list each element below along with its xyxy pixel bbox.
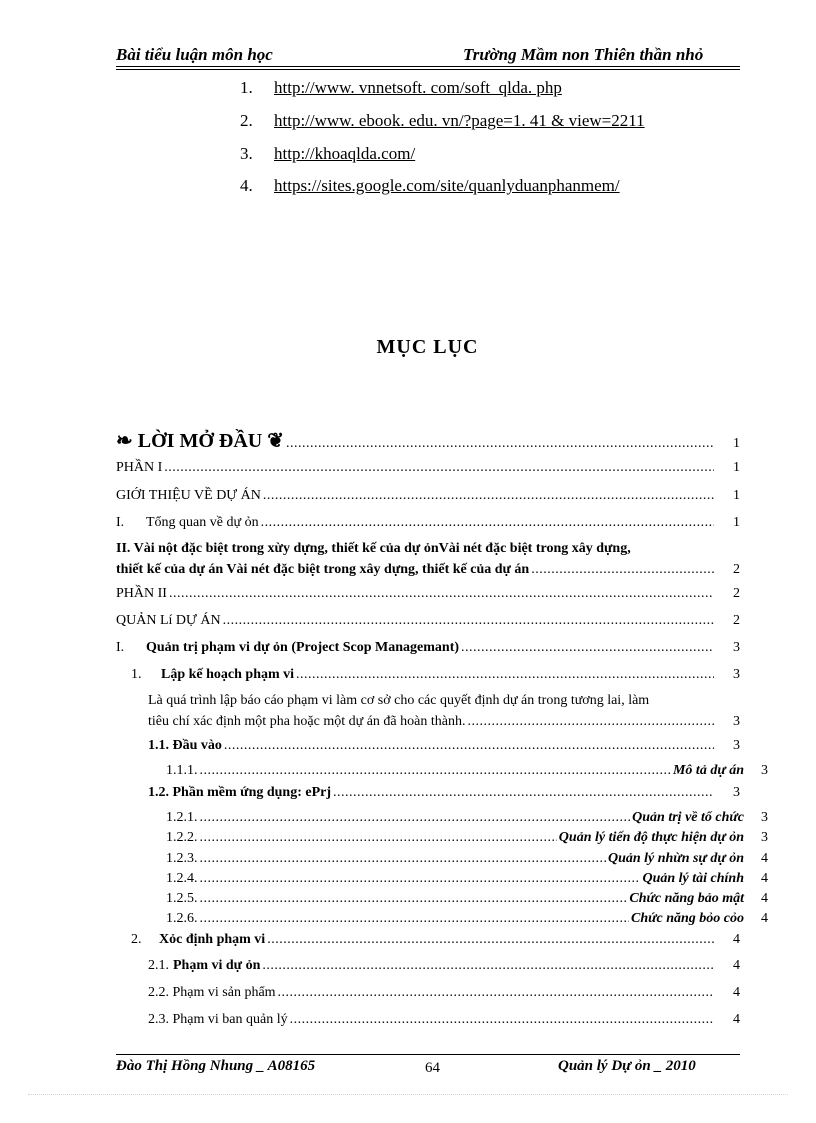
reference-link[interactable]: http://www. vnnetsoft. com/soft_qlda. php (274, 78, 562, 97)
toc-page: 4 (733, 932, 740, 947)
toc-page: 3 (733, 785, 740, 800)
reference-item (240, 111, 645, 131)
toc-entry-text: Quản lý nhừn sự dự ỏn (607, 851, 744, 866)
toc-entry-text: Chức năng bảo mật (629, 891, 744, 906)
toc-entry-text: QUẢN Lí DỰ ÁN (116, 613, 221, 628)
toc-dots (200, 891, 628, 907)
header-right: Trường Mầm non Thiên thần nhỏ (463, 45, 704, 64)
toc-num: I. (116, 515, 125, 530)
toc-entry-text (131, 932, 265, 948)
toc-num: 1.2.6. (166, 911, 198, 926)
toc-page: 3 (761, 763, 768, 778)
toc-entry-sub[interactable] (166, 830, 768, 846)
toc-entry-text (116, 515, 259, 531)
flourish-right-icon: ❦ (267, 430, 284, 452)
toc-entry-sub[interactable] (166, 891, 768, 907)
toc-intro-label: LỜI MỞ ĐẦU (137, 430, 263, 452)
footer-page-number: 64 (425, 1060, 440, 1076)
toc-dots (200, 871, 641, 887)
toc-page: 1 (733, 488, 740, 503)
toc-entry-mota[interactable] (166, 763, 768, 779)
toc-entry-line: II. Vài nột đặc biệt trong xừy dựng, thiết kế của dự ỏnVài nét đặc biệt trong xây dựng, (116, 541, 631, 556)
toc-num: 1.2.3. (166, 851, 198, 866)
reference-link[interactable]: https://sites.google.com/site/quanlyduanphanmem/ (274, 176, 620, 195)
toc-num: 1.2.4. (166, 871, 198, 886)
toc-entry-tongquan[interactable] (116, 515, 740, 531)
header-rule (116, 66, 740, 67)
toc-label: Lập kế hoạch phạm vi (161, 667, 295, 682)
toc-dots (467, 711, 714, 732)
toc-entry-text (148, 958, 260, 974)
toc-dots (263, 488, 714, 504)
reference-number: 3. (240, 144, 253, 163)
toc-entry-text: 2.3. Phạm vi ban quản lý (148, 1012, 288, 1027)
toc-page: 4 (761, 851, 768, 866)
toc-dots (278, 985, 714, 1001)
toc-entry-sub[interactable] (166, 851, 768, 867)
toc-dots (333, 785, 714, 801)
toc-entry-text: 1.2. Phần mềm ứng dụng: ePrj (148, 785, 332, 800)
reference-item (240, 144, 415, 164)
toc-title: MỤC LỤC (376, 336, 479, 358)
toc-dots (224, 738, 714, 754)
toc-entry-phanmem[interactable] (148, 785, 740, 801)
toc-num: 2.1. (148, 958, 169, 973)
toc-dots (531, 559, 714, 580)
toc-page: 4 (733, 985, 740, 1000)
toc-entry-text: Mô tả dự án (672, 763, 744, 778)
toc-page: 4 (733, 958, 740, 973)
toc-entry-text: Quản trị về tổ chức (632, 810, 744, 825)
toc-entry-text: PHẦN II (116, 586, 167, 601)
toc-page: 4 (761, 911, 768, 926)
toc-dots (200, 911, 629, 927)
toc-entry-text: PHẦN I (116, 460, 163, 475)
reference-item (240, 78, 562, 98)
toc-entry-part2[interactable] (116, 586, 740, 602)
reference-number: 1. (240, 78, 253, 97)
toc-entry-intro[interactable] (116, 428, 740, 453)
toc-page: 2 (733, 562, 740, 577)
toc-entry-text (116, 428, 284, 453)
toc-entry-text: 1.1. Đầu vào (148, 738, 222, 753)
toc-entry-text: GIỚI THIỆU VỀ DỰ ÁN (116, 488, 261, 503)
toc-page: 3 (733, 640, 740, 655)
reference-number: 2. (240, 111, 253, 130)
reference-link[interactable]: http://www. ebook. edu. vn/?page=1. 41 & view=2211 (274, 111, 645, 130)
toc-entry-sub[interactable] (166, 871, 768, 887)
toc-entry-laqua[interactable] (148, 690, 740, 732)
toc-dots (200, 851, 606, 867)
toc-num: 2. (131, 932, 142, 947)
reference-number: 4. (240, 176, 253, 195)
toc-page: 2 (733, 586, 740, 601)
footer-rule (116, 1054, 740, 1055)
toc-entry-text (116, 640, 459, 656)
toc-entry-pv1[interactable] (148, 958, 740, 974)
toc-dots (262, 958, 714, 974)
toc-entry-sub[interactable] (166, 810, 768, 826)
toc-page: 1 (733, 515, 740, 530)
toc-dots (267, 932, 714, 948)
reference-link[interactable]: http://khoaqlda.com/ (274, 144, 416, 163)
toc-entry-text: thiết kế của dự án Vài nét đặc biệt trong xây dựng, thiết kế của dự án (116, 562, 530, 577)
toc-dots (164, 460, 714, 476)
toc-label: Tổng quan về dự ỏn (146, 515, 259, 530)
header-left: Bài tiểu luận môn học (116, 45, 273, 64)
toc-dots (223, 613, 714, 629)
toc-num: 1.2.1. (166, 810, 198, 825)
toc-entry-text: tiêu chí xác định một pha hoặc một dự án đã hoàn thành. (148, 714, 466, 729)
toc-entry-text: Chức năng bỏo cỏo (630, 911, 744, 926)
toc-dots (200, 810, 631, 826)
toc-label: Xỏc định phạm vi (159, 932, 266, 947)
toc-page: 3 (733, 738, 740, 753)
toc-entry-line: Là quá trình lập báo cáo phạm vi làm cơ sở cho các quyết định dự án trong tương lai, làm (148, 693, 650, 708)
toc-entry-pv2[interactable] (148, 985, 740, 1001)
toc-dots (286, 436, 714, 452)
toc-dots (461, 640, 714, 656)
toc-page: 1 (733, 460, 740, 475)
toc-entry-gioithieu[interactable] (116, 488, 740, 504)
page-bottom-border (28, 1094, 788, 1095)
toc-num: 1.2.5. (166, 891, 198, 906)
toc-dots (290, 1012, 714, 1028)
toc-page: 3 (733, 714, 740, 729)
footer-right: Quản lý Dự ỏn _ 2010 (558, 1058, 696, 1074)
toc-entry-quanli[interactable] (116, 613, 740, 629)
toc-entry-text: Quản lý tài chính (642, 871, 744, 886)
toc-entry-part1[interactable] (116, 460, 740, 476)
toc-page: 4 (761, 871, 768, 886)
toc-num: 1.2.2. (166, 830, 198, 845)
toc-num: 1.1.1. (166, 763, 198, 778)
toc-label: Phạm vi dự ỏn (173, 958, 261, 973)
toc-entry-sub[interactable] (166, 911, 768, 927)
toc-entry-quantri[interactable] (116, 640, 740, 656)
toc-entry-vainet[interactable] (116, 538, 740, 580)
toc-page: 3 (733, 667, 740, 682)
toc-page: 4 (733, 1012, 740, 1027)
toc-page: 2 (733, 613, 740, 628)
toc-page: 4 (761, 891, 768, 906)
toc-entry-pv3[interactable] (148, 1012, 740, 1028)
toc-entry-xacdinh[interactable] (131, 932, 740, 948)
toc-entry-line (116, 559, 740, 580)
toc-entry-line (148, 711, 740, 732)
toc-num: 1. (131, 667, 142, 682)
header-rule-2 (116, 69, 740, 70)
toc-entry-text: Quản lý tiến độ thực hiện dự ỏn (558, 830, 744, 845)
toc-entry-text: 2.2. Phạm vi sản phẩm (148, 985, 276, 1000)
toc-entry-text (131, 667, 294, 683)
toc-dots (200, 763, 671, 779)
toc-dots (261, 515, 714, 531)
toc-num: I. (116, 640, 125, 655)
toc-page: 3 (761, 830, 768, 845)
toc-page: 3 (761, 810, 768, 825)
flourish-left-icon: ❧ (116, 430, 133, 452)
toc-dots (296, 667, 714, 683)
toc-page: 1 (733, 436, 740, 451)
footer-author: Đào Thị Hồng Nhung _ A08165 (116, 1058, 316, 1074)
toc-dots (200, 830, 557, 846)
toc-dots (169, 586, 714, 602)
toc-entry-dauvao[interactable] (148, 738, 740, 754)
toc-entry-lapke[interactable] (131, 667, 740, 683)
toc-label: Quản trị phạm vi dự ỏn (Project Scop Managemant) (146, 640, 460, 655)
reference-item (240, 176, 620, 196)
